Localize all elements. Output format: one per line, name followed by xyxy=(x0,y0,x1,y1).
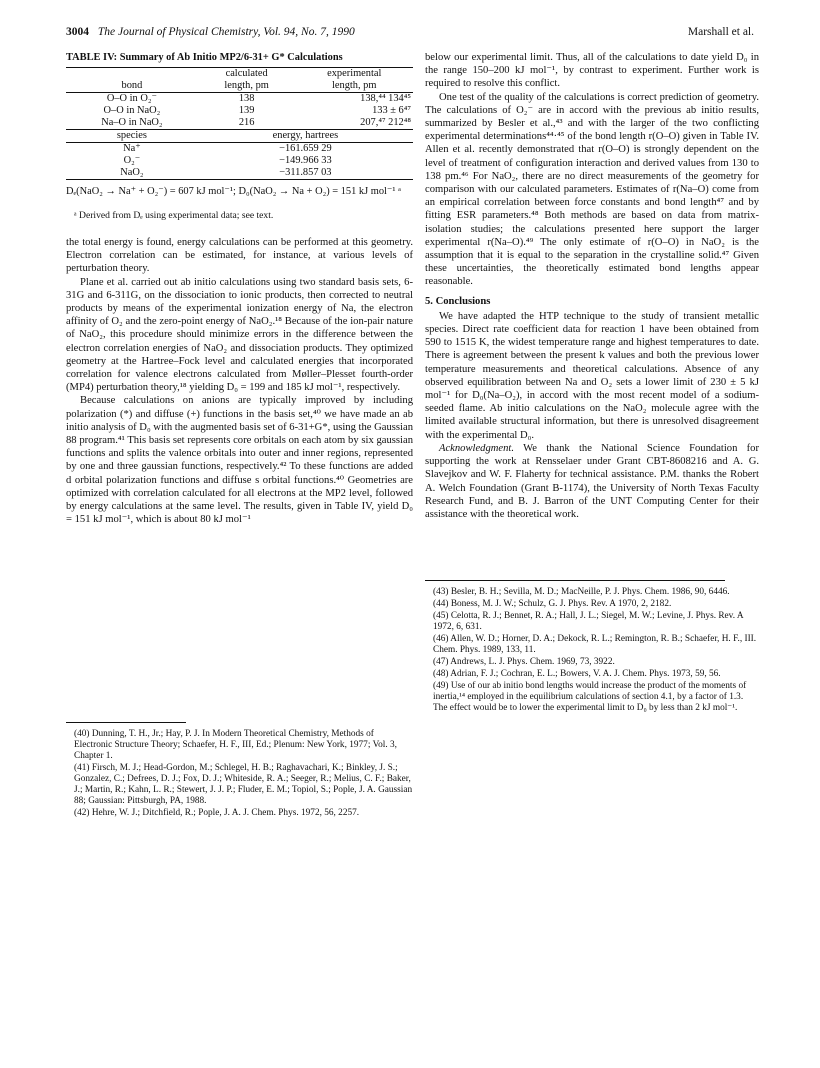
section-heading: 5. Conclusions xyxy=(425,295,491,307)
acknowledgment-label: Acknowledgment. xyxy=(439,442,515,454)
table-row xyxy=(66,93,413,106)
reference-item: (48) Adrian, F. J.; Cochran, E. L.; Bowers, V. A. J. Chem. Phys. 1973, 59, 56. xyxy=(433,669,721,679)
conclusions-paragraph: We have adapted the HTP technique to the study of transient metallic species. Direct rate coefficient data for reaction 1 have been obtained from 590 to 1515 K, the widest temperature range and highest temperatures to date. There is agreement between the present k values and both the previous lower temperature measurements and theoretical calculations. Absence of any observed equilibration between Na and O₂ sets a lower limit of 230 ± 5 kJ mol⁻¹ for D₀(Na–O₂), in accord with the most recent model of a sodium-seeded flame. Ab initio calculations on the NaO₂ molecule agree with the limited available structural information, but there is unresolved disagreement with the experimental D₀. xyxy=(425,310,759,441)
left-column xyxy=(66,51,413,526)
table-head-cell: length, pm xyxy=(198,80,296,93)
table-footnote: ᵃ Derived from Dₑ using experimental data; see text. xyxy=(74,209,274,221)
acknowledgment-paragraph xyxy=(425,442,759,521)
table-cell: Na⁺ xyxy=(123,143,141,155)
reference-item: (44) Boness, M. J. W.; Schulz, G. J. Phys. Rev. A 1970, 2, 2182. xyxy=(433,599,672,609)
table-head-cell: energy, hartrees xyxy=(198,130,413,143)
body-paragraph: Plane et al. carried out ab initio calculations using two standard basis sets, 6-31G and 6-311G, on the dissociation to ionic products, then corrected to neutral products by means of the experimental ionization energy of Na, the electron affinity of O₂ and the zero-point energy of NaO₂.¹⁸ Because of the ion-pair nature of NaO₂, this procedure should minimize errors in the difference between the electron correlation energies of NaO₂ and dissociation products. They optimized geometry at the Hartree–Fock level and calculated energies that incorporated correlation for valence electrons calculated from Møller–Plesset fourth-order (MP4) perturbation theory,¹⁸ yielding D₀ = 199 and 185 kJ mol⁻¹, respectively. xyxy=(66,276,413,394)
table-cell: 133 ± 6⁴⁷ xyxy=(372,105,411,117)
references-right xyxy=(425,570,759,715)
reference-item: (47) Andrews, L. J. Phys. Chem. 1969, 73, 3922. xyxy=(433,657,615,667)
right-column xyxy=(425,51,759,521)
running-header xyxy=(66,26,355,38)
table-cell: −311.857 03 xyxy=(198,167,413,180)
table-row xyxy=(66,117,413,130)
table-head-cell: length, pm xyxy=(296,80,414,93)
table-head-cell xyxy=(66,68,198,81)
reference-item: (40) Dunning, T. H., Jr.; Hay, P. J. In Modern Theoretical Chemistry, Methods of Electronic Structure Theory; Schaefer, H. F., III, Ed.; Plenum: New York, 1977; Vol. 3, Chapter 1. xyxy=(74,729,397,761)
reference-item: (42) Hehre, W. J.; Ditchfield, R.; Pople, J. A. J. Chem. Phys. 1972, 56, 2257. xyxy=(74,808,360,818)
body-paragraph: One test of the quality of the calculations is correct prediction of geometry. The calculations of O₂⁻ are in accord with the previous ab initio results, summarized by Besler et al.,⁴³ and with the larger of the two conflicting experimental determinations⁴⁴·⁴⁵ of the bond length r(O–O) given in Table IV. Allen et al. recently demonstrated that r(O–O) is strongly dependent on the level of treatment of configuration interaction and derived values from 130 to 138 pm.⁴⁶ For NaO₂, there are no direct measurements of the geometry for comparison with our calculated parameters. Estimates of r(Na–O) come from an empirical correlation between force constants and bond length⁴⁷ and by fitting ESR parameters.⁴⁸ Both methods are based on data from matrix-isolation studies; the calculations presented here support the larger experimental r(Na–O).⁴⁹ The only estimate of r(O–O) in NaO₂ is the assumption that it is equal to the separation in the crystalline solid.⁴⁷ Given these uncertainties, the theoretically estimated bond lengths appear reasonable. xyxy=(425,91,759,288)
results-table xyxy=(66,67,413,180)
body-paragraph: Because calculations on anions are typically improved by including polarization (*) and diffuse (+) functions in the basis set,⁴⁰ we have made an ab initio analysis of D₀ with the augmented basis set of 6-31+G*, using the Gaussian 88 program.⁴¹ This basis set represents core orbitals on each atom by six gaussian functions and splits the valence orbitals into outer and inner regions, represented by one and three gaussian functions, respectively.⁴² To these functions are added d orbital polarization functions and diffuse s orbital functions.⁴⁰ Geometries are optimized with correlation calculated for all electrons at the MP2 level, followed by energy calculations at the same level. The results, given in Table IV, yield D₀ = 151 kJ mol⁻¹, which is about 80 kJ mol⁻¹ xyxy=(66,395,413,526)
reference-item: (49) Use of our ab initio bond lengths would increase the product of the moments of inertia,¹⁴ employed in the equilibrium calculations of section 4.1, by a factor of 1.3. The effect would be to lower the experimental limit to D₀ by less than 2 kJ mol⁻¹. xyxy=(433,681,747,713)
table-cell: O₂⁻ xyxy=(123,155,141,167)
acknowledgment-text: We thank the National Science Foundation for supporting the work at Rensselaer under Grant CBT-8608216 and A. G. Slavejkov and W. F. Flaherty for technical assistance. P.M. thanks the Robert A. Welch Foundation (Grant B-1174), the University of North Texas Faculty Research Fund, and B. J. Barron of the UNT Computing Center for their assistance with the theoretical work. xyxy=(425,442,759,520)
body-paragraph: the total energy is found, energy calculations can be performed at this geometry. Electron correlation can be estimated, for instance, at various levels of perturbation theory. xyxy=(66,236,413,275)
references-left xyxy=(66,712,413,820)
reference-item: (45) Celotta, R. J.; Bennet, R. A.; Hall, J. L.; Siegel, M. W.; Levine, J. Phys. Rev. A 1972, 6, 631. xyxy=(433,611,744,632)
table-cell: 216 xyxy=(198,117,296,130)
table-cell: O–O in NaO₂ xyxy=(103,105,161,117)
reference-divider xyxy=(66,722,186,723)
table-head-cell: species xyxy=(66,130,198,143)
table-head-cell: experimental xyxy=(327,68,382,80)
table-cell: 138,⁴⁴ 134⁴⁵ xyxy=(360,93,411,105)
reference-divider xyxy=(425,580,725,581)
table-cell: O–O in O₂⁻ xyxy=(106,93,157,105)
page-number: 3004 xyxy=(66,26,89,38)
author-header: Marshall et al. xyxy=(687,26,754,38)
table-cell: NaO₂ xyxy=(66,167,198,180)
table-row xyxy=(66,155,413,167)
reference-item: (41) Firsch, M. J.; Head-Gordon, M.; Schlegel, H. B.; Raghavachari, K.; Binkley, J. S.; Gonzalez, C.; Defrees, D. J.; Fox, D. J.; Whiteside, R. A.; Seeger, R.; Melius, C. F.; Baker, J.; Martin, R.; Kahn, L. R.; Stewert, J. J. P.; Fluder, E. M.; Topiol, S.; Pople, J. A. Gaussian 88; Gaussian: Pittsburgh, PA, 1988. xyxy=(74,763,413,806)
reference-item: (46) Allen, W. D.; Horner, D. A.; Dekock, R. L.; Remington, R. B.; Schaefer, H. F., III. Chem. Phys. 1989, 133, 11. xyxy=(433,634,757,655)
table-equation: Dₑ(NaO₂ → Na⁺ + O₂⁻) = 607 kJ mol⁻¹; D₀(NaO₂ → Na + O₂) = 151 kJ mol⁻¹ ᵃ xyxy=(66,186,401,198)
reference-item: (43) Besler, B. H.; Sevilla, M. D.; MacNeille, P. J. Phys. Chem. 1986, 90, 6446. xyxy=(433,587,730,597)
table-row xyxy=(66,105,413,117)
table-row xyxy=(66,167,413,180)
table-cell: 138 xyxy=(238,93,255,105)
table-row xyxy=(66,143,413,156)
table-head-cell: calculated xyxy=(225,68,268,80)
table-head-cell: bond xyxy=(66,80,198,93)
body-paragraph: below our experimental limit. Thus, all of the calculations to date yield D₀ in the range 150–200 kJ mol⁻¹, by contrast to experiment. Further work is required to resolve this conflict. xyxy=(425,52,759,90)
journal-citation: The Journal of Physical Chemistry, Vol. 94, No. 7, 1990 xyxy=(97,26,355,38)
table-cell: Na–O in NaO₂ xyxy=(66,117,198,130)
table-cell: 139 xyxy=(238,105,255,117)
table-cell: −161.659 29 xyxy=(279,143,332,155)
table-title: TABLE IV: Summary of Ab Initio MP2/6-31+ G* Calculations xyxy=(66,52,343,63)
table-cell: −149.966 33 xyxy=(279,155,332,167)
table-cell: 207,⁴⁷ 212⁴⁸ xyxy=(296,117,414,130)
